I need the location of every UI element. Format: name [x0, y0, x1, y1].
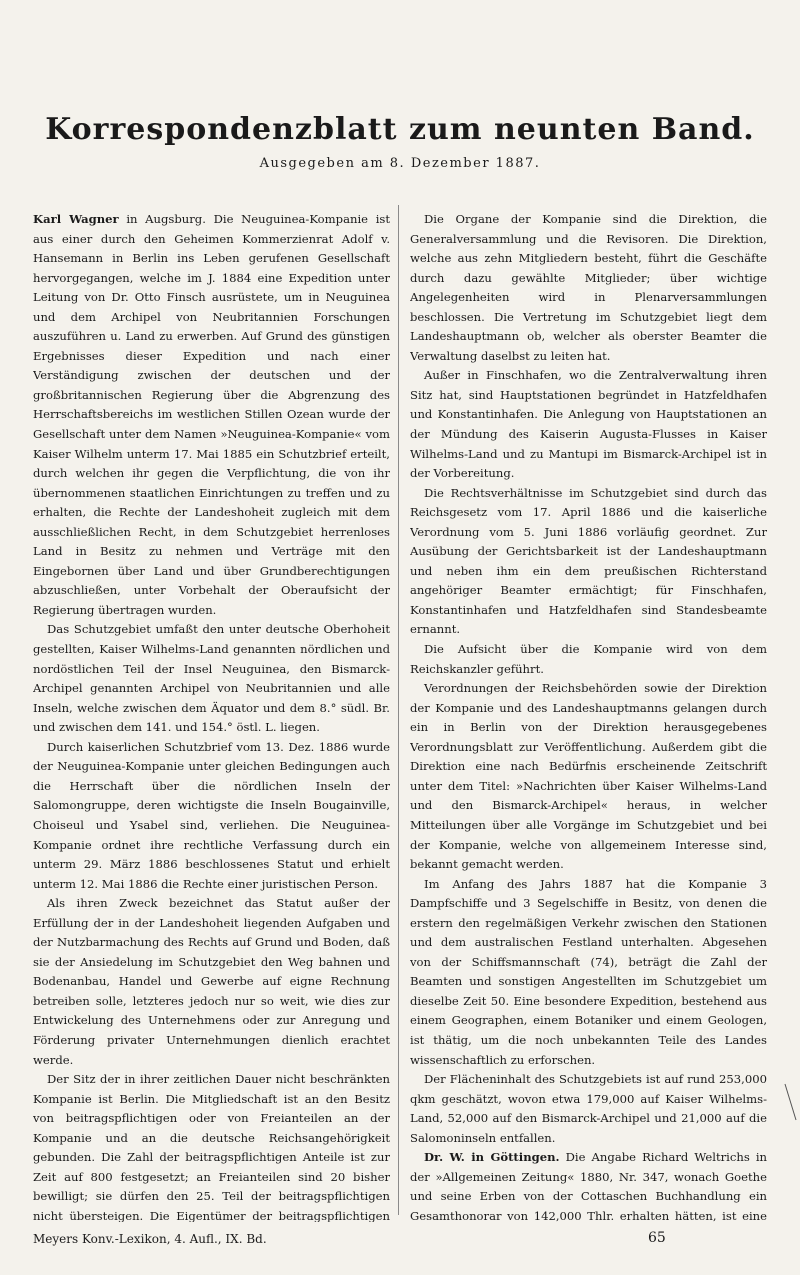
correspondent-name: Dr. W. in Göttingen. — [424, 1150, 560, 1165]
source-footer: Meyers Konv.-Lexikon, 4. Aufl., IX. Bd. — [33, 1232, 267, 1246]
paragraph: Die Aufsicht über die Kompanie wird von dem Reichskanzler geführt. — [410, 642, 767, 676]
correspondent-name: Karl Wagner — [33, 212, 119, 226]
paragraph-text: in Augsburg. Die Neuguinea-Kompanie ist aus einer durch den Geheimen Kommerzienrat Adolf v. Hansemann in Berlin ins Leben gerufenen Gesellschaft hervorgegangen, welche im J. 1884 eine Expedition unter Leitung von Dr. Otto Finsch ausrüstete, um in Neuguinea und dem Archipel von Neubritannien Forschungen auszuführen u. Land zu erwerben. Auf Grund des günstigen Ergebnisses dieser Expedition und nach einer Verständigung zwischen der deutschen und der großbritannischen Regierung über die Abgrenzung des Herrschaftsbereichs im westlichen Stillen Ozean wurde der Gesellschaft unter dem Namen »Neuguinea-Kompanie« vom Kaiser Wilhelm unterm 17. Mai 1885 ein Schutzbrief erteilt, durch welchen ihr gegen die Verpflichtung, die von ihr übernommenen staatlichen Einrichtungen zu treffen und zu erhalten, die Rechte der Landeshoheit zugleich mit dem ausschließlichen Recht, in dem Schutzgebiet herrenloses Land in Besitz zu nehmen und Verträge mit den Eingebornen über Land und über Grundberechtigungen abzuschließen, unter Vorbehalt der Oberaufsicht der Regierung übertragen wurden. — [33, 212, 390, 617]
paragraph-text: Die Angabe Richard Weltrichs in der »Allgemeinen Zeitung« 1880, Nr. 347, wonach Goethe und seine Erben von der Cottaschen Buchhandlung ein Gesamthonorar von 142,000 Thlr. erhalten hätten, ist eine — [410, 1150, 767, 1222]
paragraph: Die Rechtsverhältnisse im Schutzgebiet sind durch das Reichsgesetz vom 17. April 1886 und die kaiserliche Verordnung vom 5. Juni 1886 vorläufig geordnet. Zur Ausübung der Gerichtsbarkeit ist der Landeshauptmann und neben ihm ein dem preußischen Richterstand angehöriger Beamter ermächtigt; für Finschhafen, Konstantinhafen und Hatzfeldhafen sind Standesbeamte ernannt. — [410, 485, 767, 637]
page-number: 65 — [648, 1230, 666, 1246]
paragraph: Das Schutzgebiet umfaßt den unter deutsche Oberhoheit gestellten, Kaiser Wilhelms-Land genannten nördlichen und nordöstlichen Teil der Insel Neuguinea, den Bismarck-Archipel genannten Archipel von Neubritannien und alle Inseln, welche zwischen dem Äquator und dem 8.° südl. Br. und zwischen dem 141. und 154.° östl. L. liegen. — [33, 622, 390, 735]
right-column — [410, 210, 767, 1222]
column-divider — [398, 205, 399, 1215]
paragraph: Der Sitz der in ihrer zeitlichen Dauer nicht beschränkten Kompanie ist Berlin. Die Mitgliedschaft ist an den Besitz von beitragspflichtigen oder von Freianteilen an der Kompanie und an die deutsche Reichsangehörigkeit gebunden. Die Zahl der beitragspflichtigen Anteile ist zur Zeit auf 800 festgesetzt; an Freianteilen sind 20 bisher bewilligt; sie dürfen den 25. Teil der beitragspflichtigen nicht übersteigen. Die Eigentümer der beitragspflichtigen — [33, 1072, 390, 1222]
page-subtitle: Ausgegeben am 8. Dezember 1887. — [259, 156, 541, 171]
paragraph: Verordnungen der Reichsbehörden sowie der Direktion der Kompanie und des Landeshauptmanns gelangen durch ein in Berlin von der Direktion herausgegebenes Verordnungsblatt zur Veröffentlichung. Außerdem gibt die Direktion eine nach Bedürfnis erscheinende Zeitschrift unter dem Titel: »Nachrichten über Kaiser Wilhelms-Land und den Bismarck-Archipel« heraus, in welcher Mitteilungen über alle Vorgänge im Schutzgebiet und bei der Kompanie, welche von allgemeinem Interesse sind, bekannt gemacht werden. — [410, 681, 767, 872]
paragraph: Außer in Finschhafen, wo die Zentralverwaltung ihren Sitz hat, sind Hauptstationen begründet in Hatzfeldhafen und Konstantinhafen. Die Anlegung von Hauptstationen an der Mündung des Kaiserin Augusta-Flusses in Kaiser Wilhelms-Land und zu Mantupi im Bismarck-Archipel ist in der Vorbereitung. — [410, 368, 767, 481]
paragraph: Die Organe der Kompanie sind die Direktion, die Generalversammlung und die Revisoren. Die Direktion, welche aus zehn Mitgliedern besteht, führt die Geschäfte durch dazu gewählte Mitglieder; über wichtige Angelegenheiten wird in Plenarversammlungen beschlossen. Die Vertretung im Schutzgebiet liegt dem Landeshauptmann ob, welcher als oberster Beamter die Verwaltung daselbst zu leiten hat. — [410, 212, 767, 363]
page-title: Korrespondenzblatt zum neunten Band. — [45, 112, 755, 147]
paragraph — [33, 210, 390, 620]
paragraph: Als ihren Zweck bezeichnet das Statut außer der Erfüllung der in der Landeshoheit liegenden Aufgaben und der Nutzbarmachung des Rechts auf Grund und Boden, daß sie der Ansiedelung im Schutzgebiet den Weg bahnen und Bodenanbau, Handel und Gewerbe auf eigne Rechnung betreiben solle, letzteres jedoch nur so weit, wie dies zur Entwickelung des Unternehmens oder zur Anregung und Förderung privater Unternehmungen dienlich erachtet werde. — [33, 896, 390, 1067]
paragraph: Im Anfang des Jahrs 1887 hat die Kompanie 3 Dampfschiffe und 3 Segelschiffe in Besitz, von denen die erstern den regelmäßigen Verkehr zwischen den Stationen und dem australischen Festland unterhalten. Abgesehen von der Schiffsmannschaft (74), beträgt die Zahl der Beamten und sonstigen Angestellten im Schutzgebiet um dieselbe Zeit 50. Eine besondere Expedition, bestehend aus einem Geographen, einem Botaniker und einem Geologen, ist thätig, um die noch unbekannten Teile des Landes wissenschaftlich zu erforschen. — [410, 876, 767, 1067]
paragraph — [410, 1148, 767, 1222]
paragraph: Durch kaiserlichen Schutzbrief vom 13. Dez. 1886 wurde der Neuguinea-Kompanie unter gleichen Bedingungen auch die Herrschaft über die nördlichen Inseln der Salomongruppe, deren wichtigste die Inseln Bougainville, Choiseul und Ysabel sind, verliehen. Die Neuguinea-Kompanie ordnet ihre rechtliche Verfassung durch ein unterm 29. März 1886 beschlossenes Statut und erhielt unterm 12. Mai 1886 die Rechte einer juristischen Person. — [33, 739, 390, 891]
margin-mark-icon — [784, 1082, 798, 1122]
left-column — [33, 210, 390, 1222]
paragraph: Der Flächeninhalt des Schutzgebiets ist auf rund 253,000 qkm geschätzt, wovon etwa 179,000 auf Kaiser Wilhelms-Land, 52,000 auf den Bismarck-Archipel und 21,000 auf die Salomoninseln entfallen. — [410, 1072, 767, 1145]
